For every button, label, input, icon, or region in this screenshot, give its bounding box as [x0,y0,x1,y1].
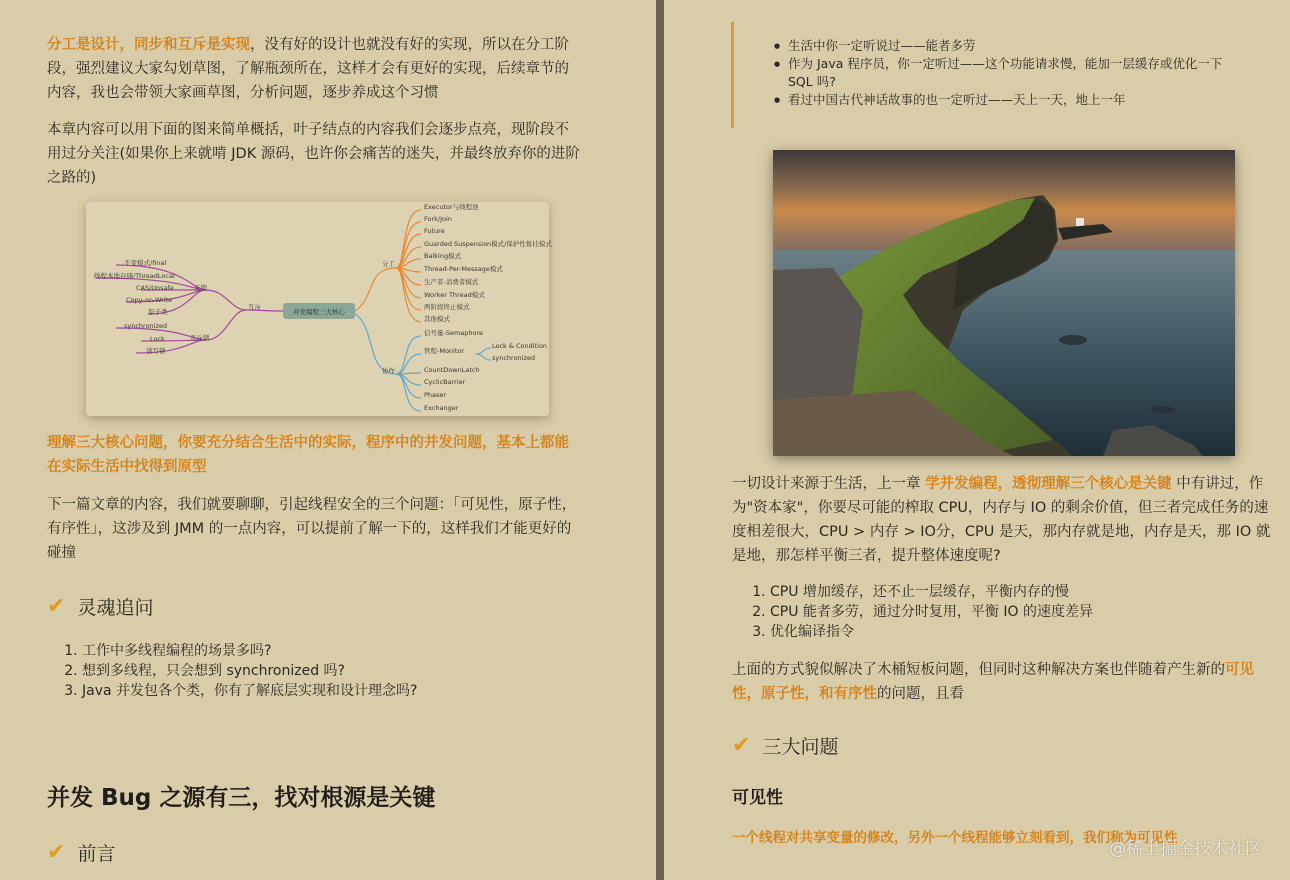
right-page [664,0,1290,880]
three-problems-title: 三大问题 [762,736,839,758]
mindmap-center-node: 并发编程三大核心 [283,303,355,319]
mindmap-figure [86,202,552,416]
intro-paragraph [47,33,582,105]
mindmap-leaf: Worker Thread模式 [424,291,485,299]
next-article-paragraph: 下一篇文章的内容，我们就要聊聊，引起线程安全的三个问题：「可见性，原子性，有序性」，这涉及到 JMM 的一点内容，可以提前了解一下的，这样我们才能更好的碰撞 [47,497,577,561]
mindmap-leaf: 信号量-Semaphore [424,329,484,337]
mindmap-node-lockfree: 无锁 [194,284,207,292]
design-text-b: 中有讲过，作为"资本家"，你要尽可能的榨取 CPU，内存与 IO 的剩余价值，但三者完成任务的速度相差很大，CPU > 内存 > IO分，CPU 是天，那内存就是地，内存是天，那 IO 就是地，那怎样平衡三者，提升整体速度呢? [732,476,1271,564]
quote-item: ● 看过中国古代神话故事的也一定听过——天上一天，地上一年 [774,91,1251,109]
mindmap-leaf: Lock & Condition [492,342,548,350]
mindmap-leaf: CyclicBarrier [424,378,466,386]
checkmark-icon: ✔ [47,840,66,865]
mindmap-leaf: 两阶段终止模式 [424,303,470,311]
mindmap-leaf: CountDownLatch [424,366,480,374]
quote-item: ● 作为 Java 程序员，你一定听过——这个功能请求慢，能加一层缓存或优化一下 SQL 吗? [774,55,1251,91]
quote-block [731,22,1251,128]
side-effect-text-a: 上面的方式貌似解决了木桶短板问题，但同时这种解决方案也伴随着产生新的 [732,662,1225,678]
mindmap-leaf: synchronized [492,354,536,362]
visibility-definition: 一个线程对共享变量的修改，另外一个线程能够立刻看到，我们称为可见性 [732,830,1178,846]
soul-questions-title: 灵魂追问 [77,597,154,619]
mindmap-branch-division: 分工 [382,260,395,268]
visibility-heading: 可见性 [732,788,783,808]
preface-heading [47,839,115,866]
mindmap-leaf: Thread-Per-Message模式 [424,265,503,273]
mindmap-leaf: Exchanger [424,404,459,412]
list-item: 3. 优化编译指令 [770,622,1272,642]
mindmap-leaf: synchronized [124,322,168,330]
design-text-a: 一切设计来源于生活，上一章 [732,476,926,492]
mindmap-leaf: Future [424,227,445,235]
soul-questions-list [44,641,584,701]
mindmap-leaf: Copy-on-Write [126,296,173,304]
preface-title: 前言 [77,843,116,865]
side-effect-highlight: 可见性，原子性，和有序性 [732,662,1254,702]
mindmap-leaf: Fork/Join [424,215,452,223]
summary-paragraph: 本章内容可以用下面的图来简单概括，叶子结点的内容我们会逐步点亮，现阶段不用过分关注(如果你上来就啃 JDK 源码，也许你会痛苦的迷失，并最终放弃你的进阶之路的) [47,122,580,186]
watermark: @稀土掘金技术社区 [1109,839,1262,859]
landscape-image [773,150,1235,456]
list-item: 2. 想到多线程，只会想到 synchronized 吗? [82,661,584,681]
quote-list [774,37,1251,109]
quote-item: ● 生活中你一定听说过——能者多劳 [774,37,1251,55]
mindmap-node-lock: 互斥锁 [190,334,210,342]
mindmap-branch-mutex: 互斥 [248,303,261,311]
mindmap-leaf: 读写锁 [146,347,166,355]
design-paragraph [732,472,1272,568]
list-item: 1. CPU 增加缓存，还不止一层缓存，平衡内存的慢 [770,582,1272,602]
mindmap-leaf: Phaser [424,391,447,399]
list-item: 3. Java 并发包各个类，你有了解底层实现和设计理念吗? [82,681,584,701]
mindmap-leaf: 线程本地存储/ThreadLocal [94,272,175,280]
checkmark-icon: ✔ [732,733,751,758]
side-effect-text-b: 的问题，且看 [877,686,964,702]
mindmap-leaf: Lock [150,335,165,343]
intro-highlight: 分工是设计，同步和互斥是实现 [47,37,250,53]
mindmap-branch-sync: 协作 [382,367,395,375]
mindmap-leaf: 原子类 [148,308,168,316]
three-problems-heading [732,732,838,759]
solutions-list [732,582,1272,642]
core-insight-paragraph: 理解三大核心问题，你要充分结合生活中的实际，程序中的并发问题，基本上都能在实际生活中找得到原型 [47,435,569,475]
mindmap-leaf: Executor与线程池 [424,203,479,211]
coastal-cliff-photo [773,150,1235,456]
mindmap-leaf: Balking模式 [424,252,462,260]
checkmark-icon: ✔ [47,594,66,619]
chapter-title: 并发 Bug 之源有三，找对根源是关键 [47,785,436,811]
list-item: 2. CPU 能者多劳，通过分时复用，平衡 IO 的速度差异 [770,602,1272,622]
side-effect-paragraph [732,658,1272,706]
mindmap-leaf: 不变模式/final [124,259,167,267]
soul-questions-heading [47,593,153,620]
mindmap-leaf: Guarded Suspension模式/保护性暂挂模式 [424,240,552,248]
mindmap-leaf: 生产者-消费者模式 [424,278,479,286]
mindmap-leaf: CAS/Unsafe [136,284,174,292]
list-item: 1. 工作中多线程编程的场景多吗? [82,641,584,661]
mindmap-leaf: 管程-Monitor [424,347,465,355]
intro-text: ，没有好的设计也就没有好的实现，所以在分工阶段，强烈建议大家勾划草图，了解瓶颈所在，这样才会有更好的实现，后续章节的内容，我也会带领大家画草图，分析问题，逐步养成这个习惯 [47,37,569,101]
mindmap-leaf: 其他模式 [424,315,450,323]
previous-chapter-link[interactable]: 学并发编程，透彻理解三个核心是关键 [925,476,1172,492]
